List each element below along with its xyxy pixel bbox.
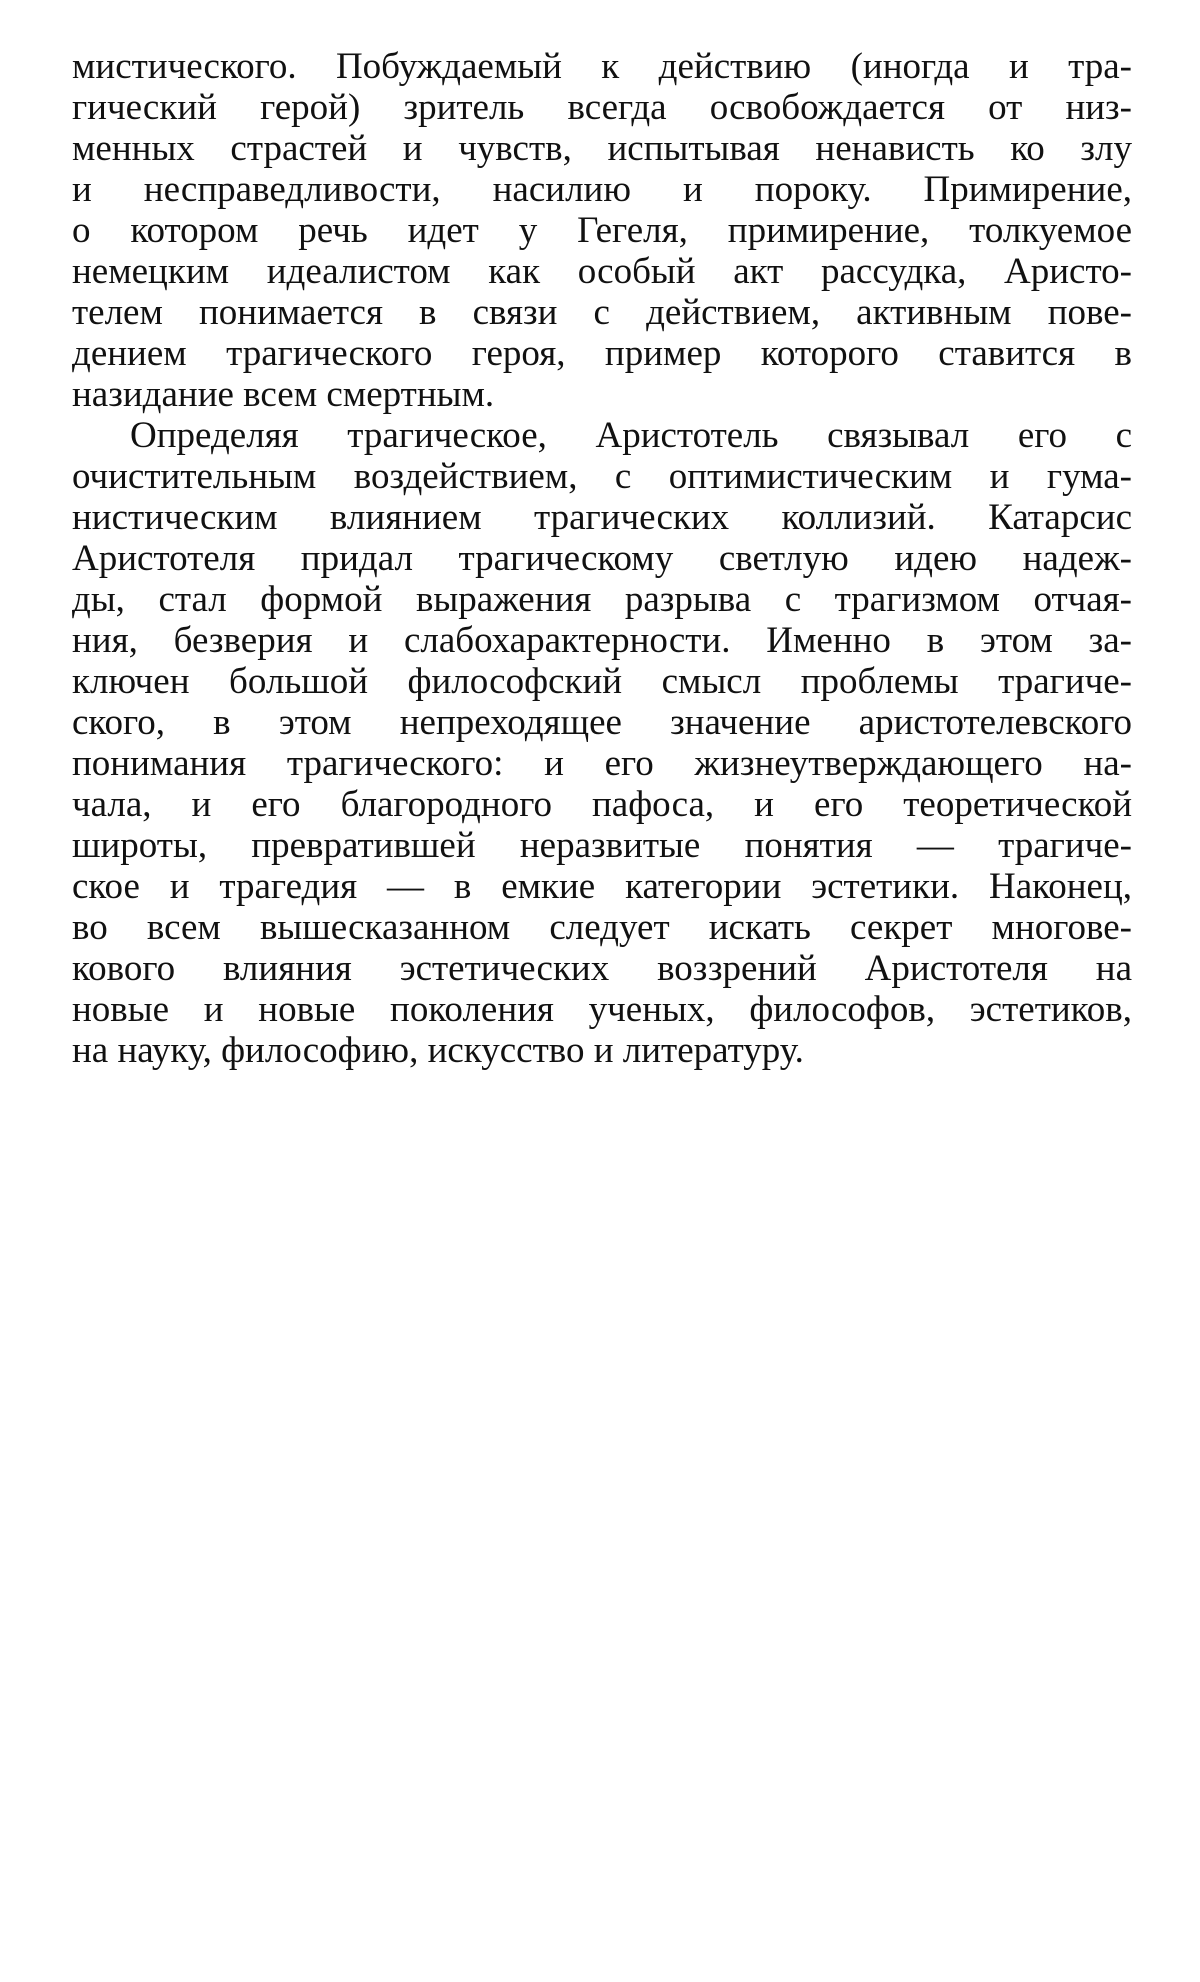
text-line: гический герой) зритель всегда освобождается от низ-: [72, 87, 1132, 128]
text-line: ды, стал формой выражения разрыва с трагизмом отчая-: [72, 579, 1132, 620]
text-line: во всем вышесказанном следует искать секрет многове-: [72, 907, 1132, 948]
text-line: менных страстей и чувств, испытывая ненависть ко злу: [72, 128, 1132, 169]
text-line: назидание всем смертным.: [72, 374, 495, 415]
text-line: Аристотеля придал трагическому светлую идею надеж-: [72, 538, 1132, 579]
text-line: очистительным воздействием, с оптимистическим и гума-: [72, 456, 1132, 497]
text-line: мистического. Побуждаемый к действию (иногда и тра-: [72, 46, 1132, 87]
text-page: [72, 46, 1132, 1071]
text-line: кового влияния эстетических воззрений Аристотеля на: [72, 948, 1132, 989]
text-line: ния, безверия и слабохарактерности. Именно в этом за-: [72, 620, 1132, 661]
text-line: чала, и его благородного пафоса, и его теоретической: [72, 784, 1132, 825]
text-line: ключен большой философский смысл проблемы трагиче-: [72, 661, 1132, 702]
text-line: немецким идеалистом как особый акт рассудка, Аристо-: [72, 251, 1132, 292]
text-line: широты, превратившей неразвитые понятия — трагиче-: [72, 825, 1132, 866]
text-line: телем понимается в связи с действием, активным пове-: [72, 292, 1132, 333]
text-line: Определяя трагическое, Аристотель связывал его с: [130, 415, 1132, 456]
paragraph-2: [72, 415, 1132, 1071]
paragraph-1: [72, 46, 1132, 415]
text-line: понимания трагического: и его жизнеутверждающего на-: [72, 743, 1132, 784]
text-line: дением трагического героя, пример которого ставится в: [72, 333, 1132, 374]
text-line: ское и трагедия — в емкие категории эстетики. Наконец,: [72, 866, 1132, 907]
text-line: ского, в этом непреходящее значение аристотелевского: [72, 702, 1132, 743]
text-line: нистическим влиянием трагических коллизий. Катарсис: [72, 497, 1132, 538]
text-line: новые и новые поколения ученых, философов, эстетиков,: [72, 989, 1132, 1030]
text-line: о котором речь идет у Гегеля, примирение, толкуемое: [72, 210, 1132, 251]
text-line: на науку, философию, искусство и литературу.: [72, 1030, 804, 1071]
text-line: и несправедливости, насилию и пороку. Примирение,: [72, 169, 1132, 210]
